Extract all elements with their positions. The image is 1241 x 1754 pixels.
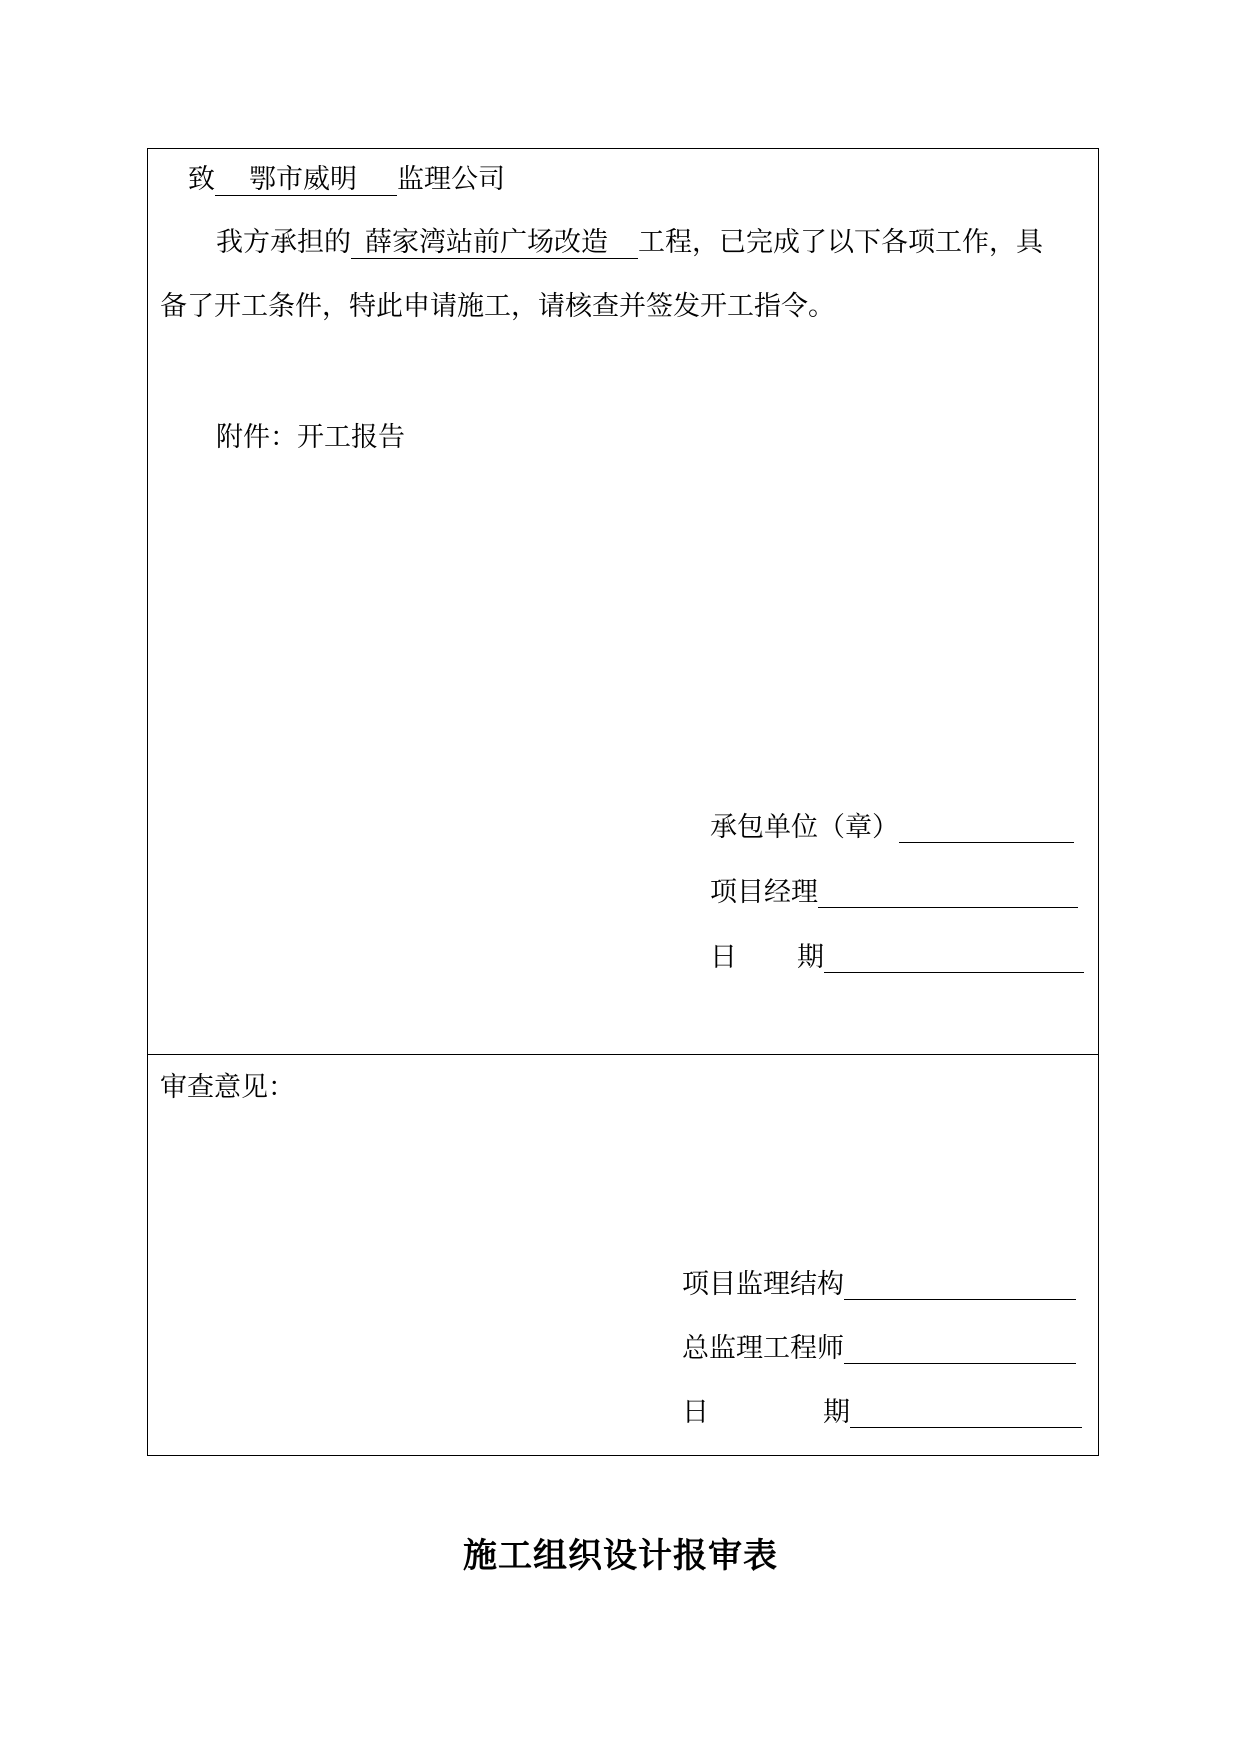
review-date-row xyxy=(682,1396,1082,1430)
addressee-line xyxy=(188,163,505,197)
addressee-prefix: 致 xyxy=(188,164,215,195)
statement-prefix: 我方承担的 xyxy=(216,227,351,258)
statement-line-2: 备了开工条件，特此申请施工，请核查并签发开工指令。 xyxy=(160,291,835,322)
chief-engineer-signature-row xyxy=(682,1332,1076,1366)
next-form-title: 施工组织设计报审表 xyxy=(463,1536,778,1576)
application-form-table xyxy=(147,148,1099,1456)
institution-signature-line[interactable] xyxy=(844,1269,1076,1300)
review-title: 审查意见： xyxy=(160,1072,295,1103)
contractor-signature-line[interactable] xyxy=(899,812,1074,843)
manager-signature-row xyxy=(710,876,1078,910)
addressee-company: 鄂市威明 xyxy=(249,164,357,195)
request-date-line[interactable] xyxy=(824,942,1084,973)
request-date-row xyxy=(710,941,1084,975)
addressee-suffix: 监理公司 xyxy=(397,164,505,195)
project-name: 薛家湾站前广场改造 xyxy=(365,227,608,258)
institution-label: 项目监理结构 xyxy=(682,1269,844,1300)
section-divider xyxy=(148,1054,1098,1055)
institution-signature-row xyxy=(682,1268,1076,1302)
review-date-line[interactable] xyxy=(850,1397,1082,1428)
addressee-company-field[interactable] xyxy=(215,165,397,196)
review-date-label-left: 日 xyxy=(682,1397,709,1428)
project-name-field[interactable] xyxy=(351,228,638,259)
request-date-label-right: 期 xyxy=(797,942,824,973)
statement-suffix: 工程，已完成了以下各项工作，具 xyxy=(638,227,1043,258)
request-date-label-left: 日 xyxy=(710,942,737,973)
manager-signature-line[interactable] xyxy=(818,877,1078,908)
contractor-signature-row xyxy=(710,811,1074,845)
review-date-label-right: 期 xyxy=(823,1397,850,1428)
contractor-label: 承包单位（章） xyxy=(710,812,899,843)
manager-label: 项目经理 xyxy=(710,877,818,908)
chief-engineer-signature-line[interactable] xyxy=(844,1333,1076,1364)
attachment-note: 附件：开工报告 xyxy=(216,422,405,453)
statement-line-1 xyxy=(216,226,1043,260)
chief-engineer-label: 总监理工程师 xyxy=(682,1333,844,1364)
